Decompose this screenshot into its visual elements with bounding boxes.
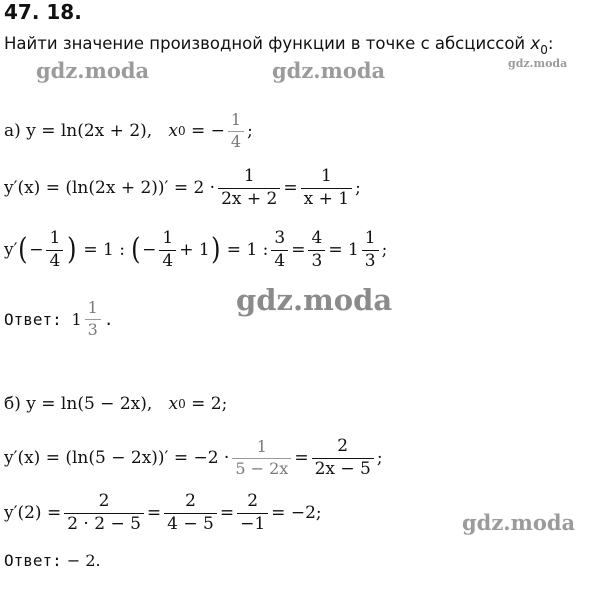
- watermark: gdz.moda: [236, 283, 393, 317]
- x0-var: x: [168, 121, 178, 142]
- part-b-line-1: б) y = ln(5 − 2x), x 0 = 2;: [4, 394, 228, 414]
- answer-value: − 2.: [61, 551, 101, 570]
- fraction: $\frac{1}{2x + 2}$: [218, 168, 280, 209]
- part-a-label: а): [4, 121, 21, 142]
- answer-label: Ответ:: [4, 551, 62, 570]
- part-b-answer: [4, 551, 101, 570]
- part-a-function: y = ln(2x + 2),: [26, 121, 153, 142]
- x0-sub: 0: [177, 124, 186, 139]
- fraction: $\frac{2}{4 - 5}$: [164, 493, 217, 534]
- fraction: $\frac{4}{3}$: [308, 230, 325, 271]
- problem-number: 47. 18.: [4, 0, 82, 24]
- watermark: gdz.moda: [462, 510, 576, 535]
- part-a-answer: Ответ: 1 $\frac{1}{3}$ .: [4, 298, 114, 339]
- fraction: $\frac{3}{4}$: [271, 230, 288, 271]
- fraction: $\frac{1}{4}$: [46, 230, 63, 271]
- part-a-line-2: y′(x) = (ln(2x + 2))′ = 2 · $\frac{1}{2x + 2}$ = $\frac{1}{x + 1}$ ;: [4, 166, 361, 209]
- part-b-function: y = ln(5 − 2x),: [26, 394, 153, 414]
- derivative-expression: y′(x) = (ln(5 − 2x))′ = −2 ·: [4, 448, 230, 469]
- part-a-line-3: y′ ( − $\frac{1}{4}$ ) = 1 : ( − $\frac{1}{4}$ + 1 ) = 1 : $\frac{3}{4}$ = $\frac{4}{3}$ = 1 $\frac{1}{3}$ ;: [4, 228, 388, 271]
- watermark: gdz.moda: [36, 58, 150, 83]
- answer-label: Ответ:: [4, 309, 62, 329]
- fraction: $\frac{1}{3}$: [362, 230, 379, 271]
- fraction: $\frac{1}{3}$: [85, 300, 101, 339]
- task-end: :: [547, 34, 554, 53]
- fraction: $\frac{2}{-1}$: [237, 493, 268, 534]
- watermark: gdz.moda: [508, 57, 568, 70]
- task-text: Найти значение производной функции в точке с абсциссой: [4, 34, 526, 53]
- watermark: gdz.moda: [272, 58, 386, 83]
- fraction: $\frac{1}{5 - 2x}$: [232, 439, 291, 478]
- task-var: x: [530, 34, 541, 53]
- part-a-line-1: а) y = ln(2x + 2), x 0 = − $\frac{1}{4}$ ;: [4, 110, 253, 151]
- fraction: $\frac{2}{2 \cdot 2 - 5}$: [64, 493, 144, 534]
- fraction: $\frac{2}{2x - 5}$: [312, 438, 374, 479]
- task-statement: [4, 34, 553, 57]
- fraction: $\frac{1}{4}$: [159, 230, 176, 271]
- fraction: $\frac{1}{4}$: [228, 112, 244, 151]
- part-b-line-2: y′(x) = (ln(5 − 2x))′ = −2 · $\frac{1}{5 - 2x}$ = $\frac{2}{2x - 5}$ ;: [4, 436, 383, 479]
- task-sub: 0: [540, 43, 548, 57]
- x0-eq: = −: [185, 121, 225, 142]
- part-b-label: б): [4, 394, 21, 414]
- derivative-expression: y′(x) = (ln(2x + 2))′ = 2 ·: [4, 178, 216, 199]
- fraction: $\frac{1}{x + 1}$: [301, 168, 352, 209]
- part-b-line-3: y′(2) = $\frac{2}{2 \cdot 2 - 5}$ = $\frac{2}{4 - 5}$ = $\frac{2}{-1}$ = −2;: [4, 491, 322, 534]
